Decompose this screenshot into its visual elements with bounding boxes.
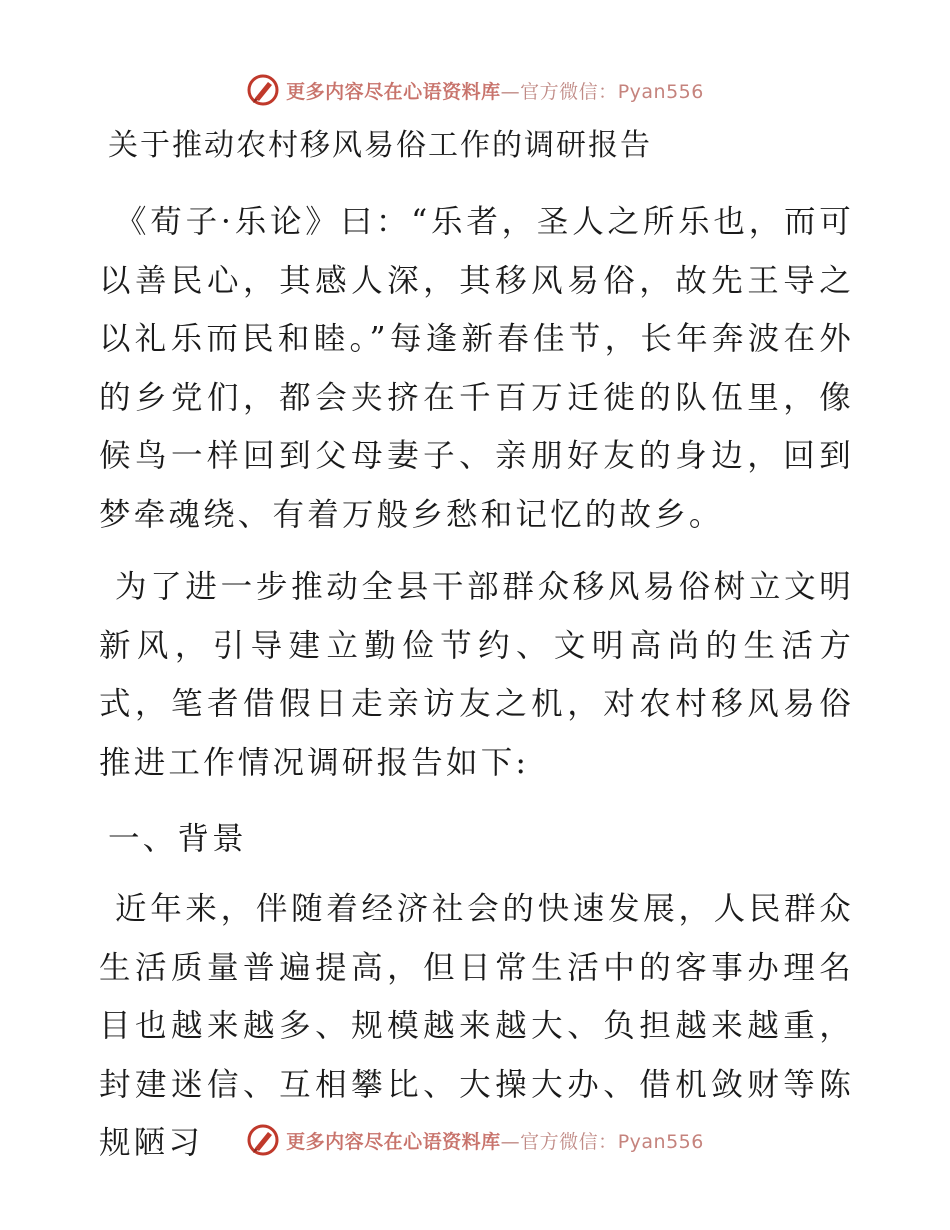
banner-site-name: 更多内容尽在心语资料库 <box>286 1130 501 1153</box>
paragraph-purpose: 为了进一步推动全县干部群众移风易俗树立文明新风，引导建立勤俭节约、文明高尚的生活方式，笔者借假日走亲访友之机，对农村移风易俗推进工作情况调研报告如下: <box>99 569 854 781</box>
banner-site-name: 更多内容尽在心语资料库 <box>286 80 501 103</box>
pen-circle-logo-icon <box>246 1123 280 1157</box>
paragraph-intro: 《荀子·乐论》曰：“乐者，圣人之所乐也，而可以善民心，其感人深，其移风易俗，故先王导之以礼乐而民和睦。”每逢新春佳节，长年奔波在外的乡党们，都会夹挤在千百万迁徙的队伍里，像候鸟一样回到父母妻子、亲朋好友的身边，回到梦牵魂绕、有着万般乡愁和记忆的故乡。 <box>99 204 854 533</box>
banner-wechat-label: —官方微信： <box>500 1130 618 1153</box>
document-title: 关于推动农村移风易俗工作的调研报告 <box>108 128 652 163</box>
footer-banner <box>0 1120 950 1160</box>
header-banner-content <box>246 73 704 107</box>
banner-wechat-id: Pyan556 <box>617 80 704 103</box>
header-banner <box>0 70 950 110</box>
footer-banner-content <box>246 1123 704 1157</box>
pen-circle-logo-icon <box>246 73 280 107</box>
section-heading-background: 一、背景 <box>108 821 247 857</box>
header-banner-text <box>286 77 704 104</box>
paragraph-background: 近年来，伴随着经济社会的快速发展，人民群众生活质量普遍提高，但日常生活中的客事办理名目也越来越多、规模越来越大、负担越来越重，封建迷信、互相攀比、大操大办、借机敛财等陈规陋习 <box>99 891 854 1161</box>
banner-wechat-id: Pyan556 <box>617 1130 704 1153</box>
banner-wechat-label: —官方微信： <box>500 80 618 103</box>
footer-banner-text <box>286 1127 704 1154</box>
